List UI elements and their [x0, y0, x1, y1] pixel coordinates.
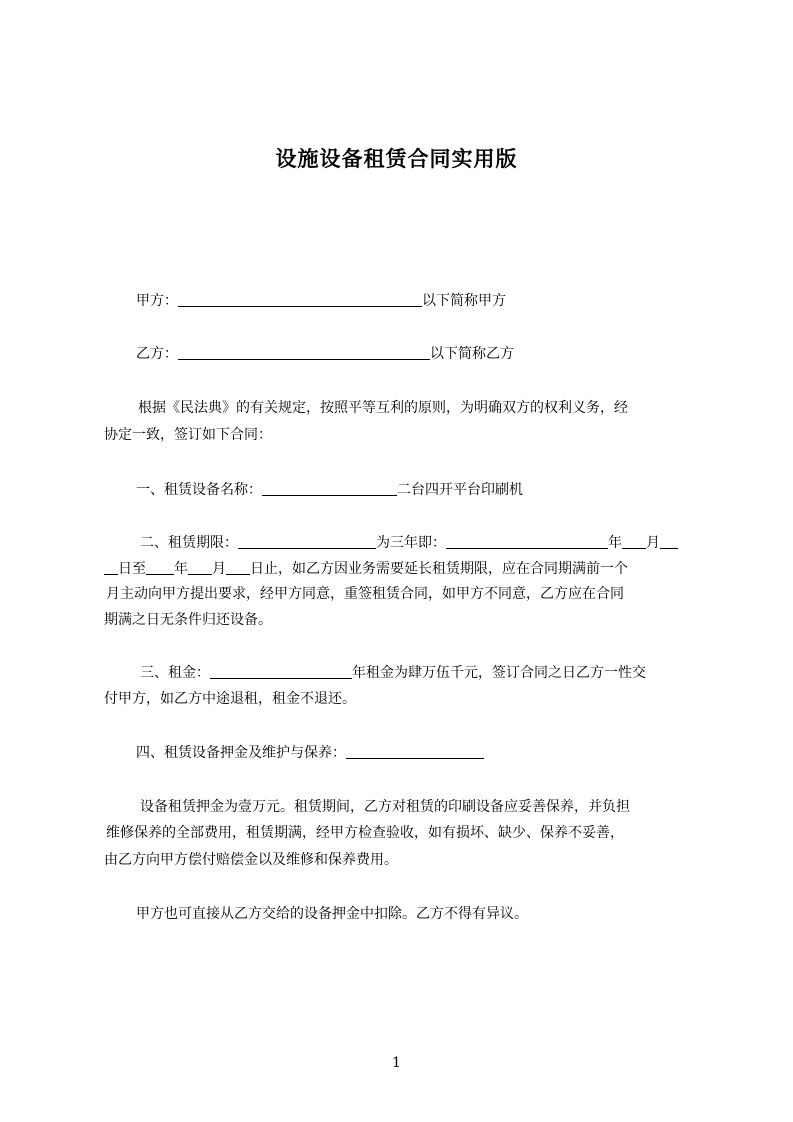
- section-2-month-2: 月: [212, 561, 226, 577]
- section-4-blank[interactable]: [346, 744, 484, 759]
- paragraph-5-line-2: 维修保养的全部费用，租赁期满，经甲方检查验收，如有损坏、缺少、保养不妥善，: [106, 825, 624, 841]
- section-2-blank-end-year[interactable]: [146, 560, 174, 575]
- intro-line-1: 根据《民法典》的有关规定，按照平等互利的原则，为明确双方的权利义务，经: [138, 400, 628, 416]
- section-2-blank-term[interactable]: [238, 534, 376, 549]
- section-1-value: 二台四开平台印刷机: [397, 482, 523, 498]
- section-2-blank-end-day[interactable]: [226, 560, 250, 575]
- section-2-blank-day[interactable]: [660, 534, 678, 549]
- section-2-line-3: 月主动向甲方提出要求，经甲方同意，重签租赁合同，如甲方不同意，乙方应在合同: [106, 586, 624, 602]
- section-3-blank[interactable]: [210, 664, 352, 679]
- party-b-blank[interactable]: [178, 345, 430, 360]
- section-1-blank[interactable]: [262, 481, 397, 496]
- section-1-label: 一、租赁设备名称：: [136, 482, 262, 498]
- intro-line-2: 协定一致，签订如下合同：: [104, 427, 272, 443]
- section-2-blank-end-month[interactable]: [188, 560, 212, 575]
- section-2-line-2: [104, 559, 704, 579]
- section-2-line-1: [140, 533, 740, 553]
- section-2-blank-month[interactable]: [622, 534, 646, 549]
- section-2-end-text: 日止，如乙方因业务需要延长租赁期限，应在合同期满前一个: [250, 561, 628, 577]
- section-2-blank-day-cont[interactable]: [104, 560, 118, 575]
- document-title: 设施设备租赁合同实用版: [275, 147, 518, 171]
- section-2-month: 月: [646, 535, 660, 551]
- section-3-line-2: 付甲方，如乙方中途退租，租金不退还。: [104, 691, 356, 707]
- section-2-label: 二、租赁期限：: [140, 535, 238, 551]
- section-4-label: 四、租赁设备押金及维护与保养：: [136, 745, 346, 761]
- paragraph-5-line-1: 设备租赁押金为壹万元。租赁期间，乙方对租赁的印刷设备应妥善保养，并负担: [140, 799, 630, 815]
- page-number: 1: [392, 1055, 401, 1071]
- paragraph-5-line-3: 由乙方向甲方偿付赔偿金以及维修和保养费用。: [104, 852, 398, 868]
- party-b-suffix: 以下简称乙方: [430, 346, 514, 362]
- party-a-label: 甲方：: [136, 293, 178, 309]
- party-a-blank[interactable]: [178, 292, 422, 307]
- party-b-label: 乙方：: [136, 346, 178, 362]
- section-1-line: [136, 480, 736, 500]
- section-2-day: 日至: [118, 561, 146, 577]
- section-3-text-a: 年租金为肆万伍千元，签订合同之日乙方一性交: [352, 665, 646, 681]
- section-3-line-1: [140, 663, 740, 683]
- party-b-line: [136, 344, 736, 364]
- section-3-label: 三、租金：: [140, 665, 210, 681]
- section-2-blank-start[interactable]: [446, 534, 608, 549]
- paragraph-6-line-1: 甲方也可直接从乙方交给的设备押金中扣除。乙方不得有异议。: [136, 906, 528, 922]
- party-a-suffix: 以下简称甲方: [422, 293, 506, 309]
- section-4-line: [136, 743, 736, 763]
- section-2-year: 年: [608, 535, 622, 551]
- section-2-year-2: 年: [174, 561, 188, 577]
- section-2-line-4: 期满之日无条件归还设备。: [104, 612, 272, 628]
- section-2-text-a: 为三年即：: [376, 535, 446, 551]
- party-a-line: [136, 291, 736, 311]
